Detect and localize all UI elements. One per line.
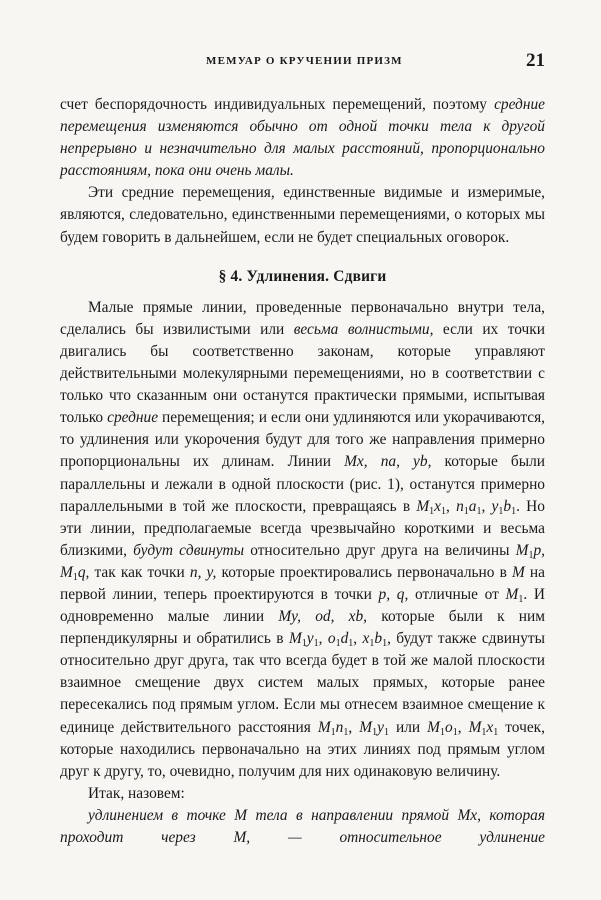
paragraph-continuation: счет беспорядочность индивидуальных перемещений, поэтому средние перемещения изменяются обычно от одной точки тела к другой непрерывно и незначительно для малых расстояний, пропорционально расстояниям, пока они очень малы. <box>60 96 545 180</box>
paragraph: Итак, назовем: <box>88 784 185 802</box>
section-heading: § 4. Удлинения. Сдвиги <box>218 267 387 285</box>
page-number: 21 <box>526 50 545 71</box>
running-head <box>60 52 545 74</box>
body-text <box>60 94 545 849</box>
paragraph: Малые прямые линии, проведенные первоначально внутри тела, сделались бы извилистыми или весьма волнистыми, если их точки двигались бы соответственно законам, которые управляют действительными молекулярными перемещениями, но в соответствии с только что сказанным они останутся практически прямыми, испытывая только средние перемещения; и если они удлиняются или укорачиваются, то удлинения или укорочения будут для того же направления примерно пропорциональны их длинам. Линии Mx, na, yb, которые были параллельны и лежали в одной плоскости (рис. 1), останутся примерно параллельными в той же плоскости, превращаясь в $M_1x_1$, $n_1a_1$, $y_1b_1$. Но эти линии, предполагаемые всегда чрезвычайно короткими и весьма близкими, будут сдвинуты относительно друг друга на величины $M_1p$, $M_1q$, так как точки n, y, которые проектировались первоначально в M на первой линии, теперь проектируются в точки p, q, отличные от $M_1$. И одновременно малые линии My, od, xb, которые были к ним перпендикулярны и обратились в $M_1y_1$, $o_1d_1$, $x_1b_1$, будут также сдвинуты относительно друг друга, так что всегда будет в той же малой плоскости взаимное смещение двух систем малых прямых, которые ранее пересекались под прямым углом. Если мы отнесем взаимное смещение к единице действительного расстояния $M_1n_1$, $M_1y_1$ или $M_1o_1$, $M_1x_1$ точек, которые находились первоначально на этих линиях под прямым углом друг к другу, то, очевидно, получим для них одинаковую величину. <box>60 298 546 780</box>
paragraph-italic-definition: удлинением в точке М тела в направлении прямой Mx, которая проходит через М, — относительное удлинение <box>60 806 545 846</box>
paragraph: Эти средние перемещения, единственные видимые и измеримые, являются, следовательно, единственными перемещениями, о которых мы будем говорить в дальнейшем, если не будет специальных оговорок. <box>60 184 545 246</box>
running-title: МЕМУАР О КРУЧЕНИИ ПРИЗМ <box>206 55 403 67</box>
